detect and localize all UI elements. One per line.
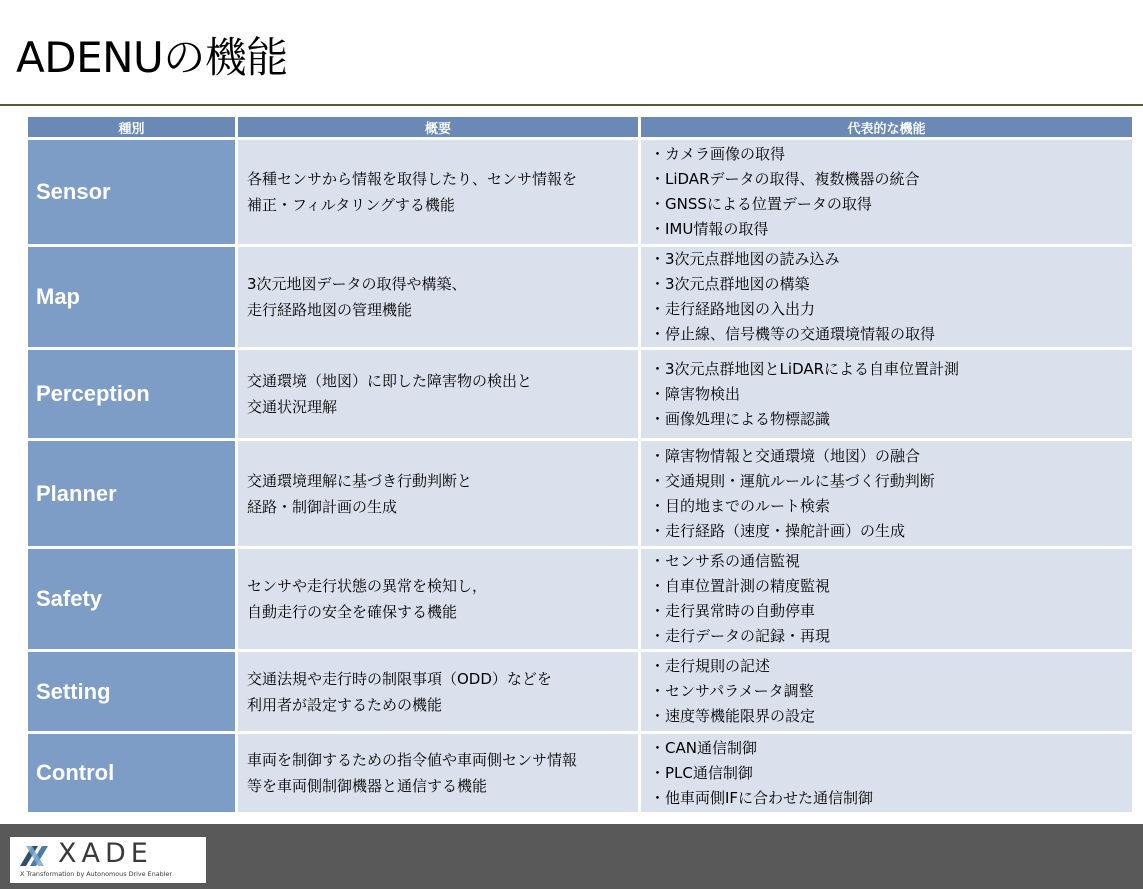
logo-tagline: X Transformation by Autonomous Drive Enabler bbox=[20, 870, 173, 878]
summary-line: 経路・制御計画の生成 bbox=[247, 497, 398, 516]
function-item: ・センサパラメータ調整 bbox=[650, 682, 814, 700]
row-type: Control bbox=[28, 734, 235, 812]
table-row bbox=[28, 350, 1132, 438]
table-row bbox=[28, 734, 1132, 812]
function-item: ・走行経路地図の入出力 bbox=[650, 300, 816, 318]
summary-line: 自動走行の安全を確保する機能 bbox=[247, 603, 458, 621]
row-functions bbox=[641, 350, 1132, 438]
row-functions bbox=[641, 441, 1132, 546]
function-item: ・IMU情報の取得 bbox=[650, 220, 769, 238]
function-item: ・GNSSによる位置データの取得 bbox=[650, 195, 872, 213]
header-summary: 概要 bbox=[238, 117, 638, 137]
row-functions bbox=[641, 652, 1132, 731]
table-row bbox=[28, 441, 1132, 546]
row-summary bbox=[238, 734, 638, 812]
row-summary bbox=[238, 247, 638, 347]
row-type: Sensor bbox=[28, 140, 235, 244]
function-item: ・停止線、信号機等の交通環境情報の取得 bbox=[650, 325, 936, 343]
function-item: ・CAN通信制御 bbox=[650, 738, 757, 757]
row-functions bbox=[641, 549, 1132, 649]
summary-line: センサや走行状態の異常を検知し， bbox=[247, 577, 488, 595]
logo-wordmark: XADE bbox=[58, 838, 153, 869]
function-item: ・3次元点群地図の構築 bbox=[650, 275, 810, 293]
summary-line: 各種センサから情報を取得したり、センサ情報を bbox=[247, 170, 578, 188]
xade-logo bbox=[10, 837, 206, 883]
function-item: ・カメラ画像の取得 bbox=[650, 145, 786, 163]
summary-line: 交通環境理解に基づき行動判断と bbox=[247, 471, 473, 490]
function-item: ・走行異常時の自動停車 bbox=[650, 602, 816, 620]
row-type: Planner bbox=[28, 441, 235, 546]
features-table bbox=[25, 114, 1135, 815]
header-functions: 代表的な機能 bbox=[641, 117, 1132, 137]
summary-line: 走行経路地図の管理機能 bbox=[247, 301, 413, 319]
function-item: ・自車位置計測の精度監視 bbox=[650, 577, 831, 595]
function-item: ・走行経路（速度・操舵計画）の生成 bbox=[650, 521, 906, 540]
row-type: Setting bbox=[28, 652, 235, 731]
summary-line: 利用者が設定するための機能 bbox=[247, 695, 443, 714]
row-type: Map bbox=[28, 247, 235, 347]
page-title: ADENUの機能 bbox=[16, 33, 288, 82]
summary-line: 交通状況理解 bbox=[247, 398, 338, 416]
row-summary bbox=[238, 140, 638, 244]
function-item: ・他車両側IFに合わせた通信制御 bbox=[650, 788, 874, 807]
xade-mark-icon bbox=[18, 842, 58, 868]
summary-line: 補正・フィルタリングする機能 bbox=[247, 196, 455, 214]
function-item: ・走行規則の記述 bbox=[650, 657, 771, 675]
row-functions bbox=[641, 140, 1132, 244]
footer-bar bbox=[0, 824, 1143, 889]
table-row bbox=[28, 247, 1132, 347]
summary-line: 3次元地図データの取得や構築、 bbox=[247, 275, 467, 293]
table-row bbox=[28, 549, 1132, 649]
row-functions bbox=[641, 247, 1132, 347]
function-item: ・PLC通信制御 bbox=[650, 763, 753, 782]
summary-line: 交通環境（地図）に即した障害物の検出と bbox=[247, 372, 533, 390]
function-item: ・障害物情報と交通環境（地図）の融合 bbox=[650, 446, 921, 465]
function-item: ・画像処理による物標認識 bbox=[650, 409, 831, 428]
row-type: Safety bbox=[28, 549, 235, 649]
summary-line: 等を車両側制御機器と通信する機能 bbox=[247, 777, 488, 795]
function-item: ・交通規則・運航ルールに基づく行動判断 bbox=[650, 471, 935, 490]
row-summary bbox=[238, 652, 638, 731]
summary-line: 車両を制御するための指令値や車両側センサ情報 bbox=[247, 751, 578, 769]
title-divider bbox=[0, 104, 1143, 106]
function-item: ・センサ系の通信監視 bbox=[650, 552, 801, 570]
function-item: ・障害物検出 bbox=[650, 384, 741, 403]
row-summary bbox=[238, 441, 638, 546]
row-summary bbox=[238, 549, 638, 649]
row-functions bbox=[641, 734, 1132, 812]
table-row bbox=[28, 652, 1132, 731]
function-item: ・3次元点群地図とLiDARによる自車位置計測 bbox=[650, 359, 960, 378]
function-item: ・速度等機能限界の設定 bbox=[650, 707, 816, 725]
header-type: 種別 bbox=[28, 117, 235, 137]
function-item: ・LiDARデータの取得、複数機器の統合 bbox=[650, 170, 920, 188]
table-row bbox=[28, 140, 1132, 244]
function-item: ・3次元点群地図の読み込み bbox=[650, 250, 840, 268]
row-summary bbox=[238, 350, 638, 438]
table-header-row bbox=[28, 117, 1132, 137]
function-item: ・走行データの記録・再現 bbox=[650, 627, 831, 645]
function-item: ・目的地までのルート検索 bbox=[650, 496, 831, 515]
row-type: Perception bbox=[28, 350, 235, 438]
summary-line: 交通法規や走行時の制限事項（ODD）などを bbox=[247, 669, 552, 688]
